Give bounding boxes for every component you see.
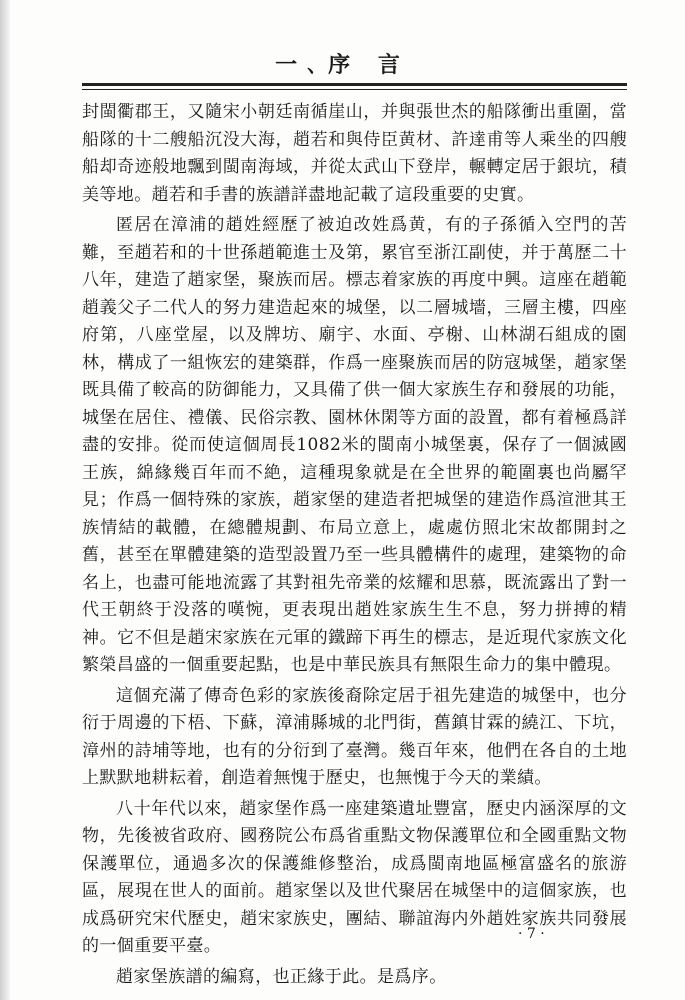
- paragraph: 八十年代以來，趙家堡作爲一座建築遺址豐富，歷史内涵深厚的文物，先後被省政府、國務院公布爲省重點文物保護單位和全國重點文物保護單位，通過多次的保護維修整治，成爲閩南地區極富盛名的旅游區，展現在世人的面前。趙家堡以及世代聚居在城堡中的這個家族，也成爲研究宋代歷史，趙宋家族史，團結、聯誼海内外趙姓家族共同發展的一個重要平臺。: [82, 798, 627, 956]
- paragraph: 匿居在漳浦的趙姓經歷了被迫改姓爲黄，有的子孫循入空門的苦難，至趙若和的十世孫趙範進士及第，累官至浙江副使，并于萬歷二十八年，建造了趙家堡，聚族而居。標志着家族的再度中興。這座在趙範趙義父子二代人的努力建造起來的城堡，以二層城墻，三層主樓，四座府第，八座堂屋，以及牌坊、廟宇、水面、亭榭、山林湖石組成的園林，構成了一組恢宏的建築群，作爲一座聚族而居的防寇城堡，趙家堡既具備了較高的防御能力，又具備了供一個大家族生存和發展的功能，城堡在居住、禮儀、民俗宗教、園林休閑等方面的設置，都有着極爲詳盡的安排。從而使這個周長1082米的閩南小城堡裏，保存了一個滅國王族，綿緣幾百年而不絶，這種現象就是在全世界的範圍裏也尚屬罕見；作爲一個特殊的家族，趙家堡的建造者把城堡的建造作爲渲泄其王族情結的載體，在總體規劃、布局立意上，處處仿照北宋故都開封之舊，甚至在單體建築的造型設置乃至一些具體構件的處理，建築物的命名上，也盡可能地流露了其對祖先帝業的炫耀和思慕，既流露出了對一代王朝終于没落的嘆惋，更表現出趙姓家族生生不息，努力拼搏的精神。它不但是趙宋家族在元軍的鐵蹄下再生的標志，是近現代家族文化繁榮昌盛的一個重要起點，也是中華民族具有無限生命力的集中體現。: [82, 215, 627, 675]
- paragraph: 這個充滿了傳奇色彩的家族後裔除定居于祖先建造的城堡中，也分衍于周邊的下梧、下蘇，漳浦縣城的北門街，舊鎮甘霖的繞江、下坑，漳州的詩埔等地，也有的分衍到了臺灣。幾百年來，他們在各自的土地上默默地耕耘着，創造着無愧于歷史，也無愧于今天的業績。: [82, 685, 627, 788]
- scan-edge-shadow: [0, 0, 10, 1000]
- paragraph: 趙家堡族譜的編寫，也正緣于此。是爲序。: [116, 966, 447, 987]
- page-number: · 7 ·: [518, 926, 545, 942]
- header-rule-thick: [82, 83, 627, 86]
- paragraph-continuation: 封閩衢郡王，又隨宋小朝廷南循崖山，并與張世杰的船隊衝出重圍，當船隊的十二艘船沉没大海，趙若和與侍臣黄材、許達甫等人乘坐的四艘船却奇迹般地飄到閩南海域，并從太武山下登岸，輾轉定居于銀坑，積美等地。趙若和手書的族譜詳盡地記載了這段重要的史實。: [82, 102, 627, 205]
- header-rule-thin: [82, 89, 627, 90]
- section-title: 一､序 言: [275, 53, 410, 78]
- body-text: [82, 99, 627, 991]
